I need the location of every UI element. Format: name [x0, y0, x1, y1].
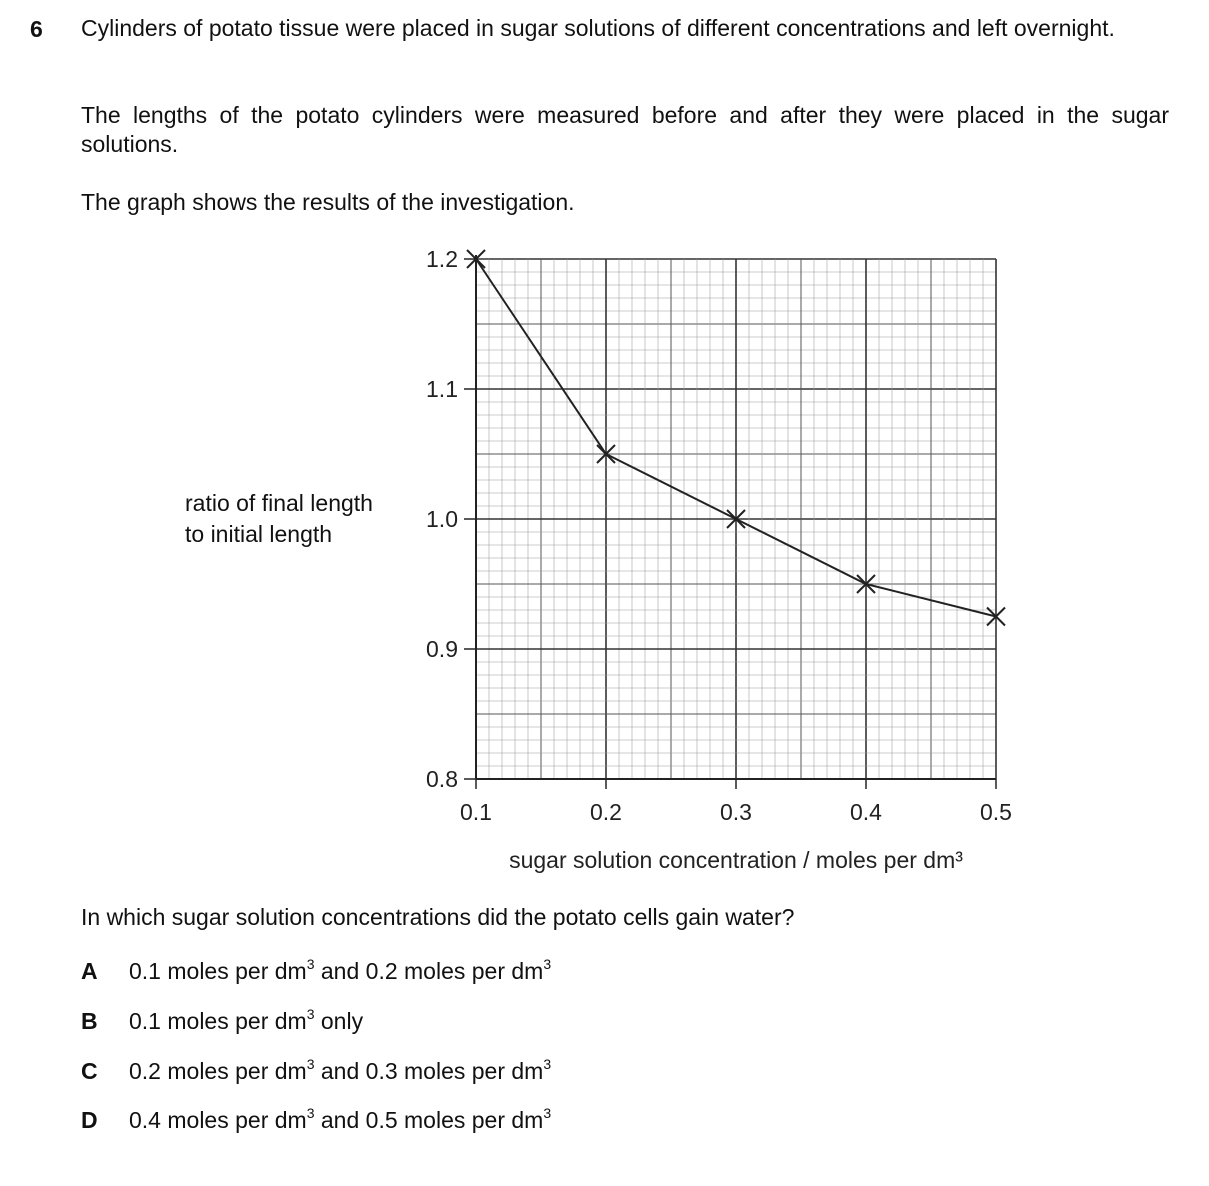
- intro-paragraph-2: The lengths of the potato cylinders were measured before and after they were placed in the sugar solutions.: [81, 102, 1169, 157]
- chart-axes: [426, 246, 1012, 825]
- option-d[interactable]: [81, 1107, 551, 1134]
- y-tick-label: 1.2: [426, 246, 458, 272]
- y-axis-label-line-2: to initial length: [185, 521, 333, 547]
- x-tick-label: 0.1: [460, 799, 492, 825]
- option-a[interactable]: [81, 958, 551, 985]
- option-letter: C: [81, 1058, 98, 1084]
- question-prompt: In which sugar solution concentrations did the potato cells gain water?: [81, 904, 795, 930]
- option-letter: D: [81, 1107, 98, 1133]
- option-letter: B: [81, 1008, 98, 1034]
- option-b[interactable]: [81, 1008, 363, 1035]
- y-tick-label: 0.8: [426, 766, 458, 792]
- intro-paragraph-3: The graph shows the results of the investigation.: [81, 189, 575, 215]
- option-c[interactable]: [81, 1058, 551, 1085]
- option-text: 0.1 moles per $dm^3$ only: [129, 1006, 364, 1034]
- y-tick-label: 1.0: [426, 506, 458, 532]
- x-tick-label: 0.4: [850, 799, 882, 825]
- y-tick-label: 1.1: [426, 376, 458, 402]
- question-number: 6: [30, 16, 43, 42]
- x-tick-label: 0.2: [590, 799, 622, 825]
- option-letter: A: [81, 958, 98, 984]
- intro-paragraph-1: Cylinders of potato tissue were placed in sugar solutions of different concentrations and left overnight.: [81, 15, 1115, 41]
- y-axis-label-line-1: ratio of final length: [185, 490, 373, 516]
- option-text: 0.4 moles per $dm^3$ and 0.5 moles per $dm^3$: [129, 1105, 552, 1133]
- x-tick-label: 0.5: [980, 799, 1012, 825]
- y-tick-label: 0.9: [426, 636, 458, 662]
- x-axis-label: sugar solution concentration / moles per dm³: [509, 847, 963, 873]
- option-text: 0.1 moles per $dm^3$ and 0.2 moles per $dm^3$: [129, 956, 552, 984]
- option-text: 0.2 moles per $dm^3$ and 0.3 moles per $dm^3$: [129, 1056, 552, 1084]
- x-tick-label: 0.3: [720, 799, 752, 825]
